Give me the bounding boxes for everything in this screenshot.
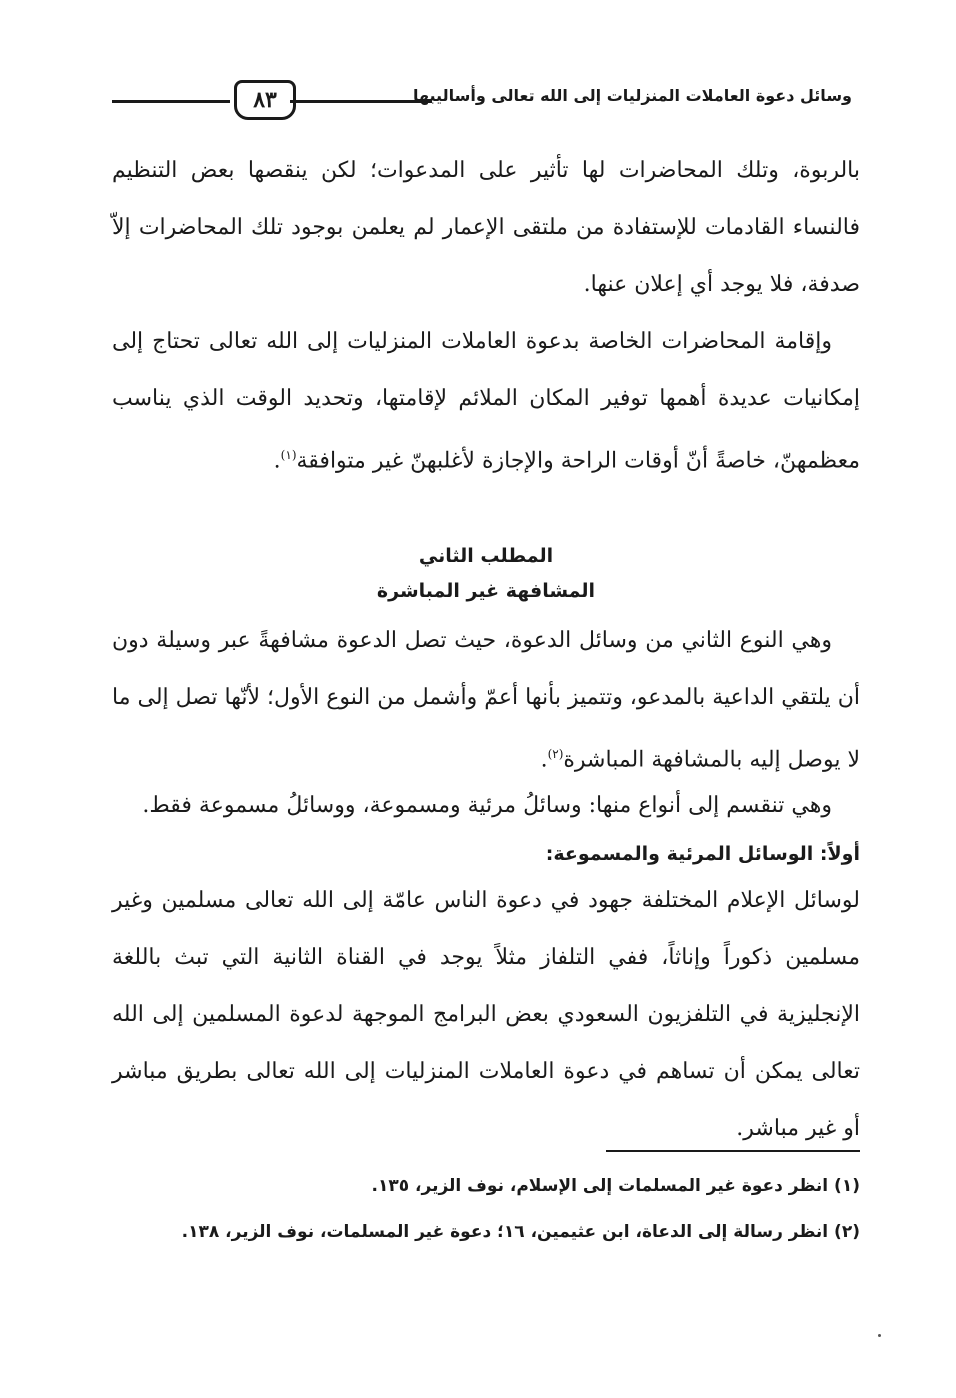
footnote-ref-1: (١): [280, 448, 297, 462]
page-number-frame: [234, 80, 296, 120]
header-rule-left: [112, 100, 230, 103]
paragraph-3-end: .: [540, 747, 548, 773]
paragraph-2-end: .: [273, 448, 281, 474]
paragraph-4: وهي تنقسم إلى أنواع منها: وسائلُ مرئية ومسموعة، ووسائلُ مسموعة فقط.: [142, 793, 832, 818]
footnote-ref-2: (٢): [547, 747, 564, 761]
page-number: ٨٣: [253, 87, 277, 113]
footnote-separator: [606, 1150, 860, 1152]
paragraph-1: بالربوة، وتلك المحاضرات لها تأثير على المدعوات؛ لكن ينقصها بعض التنظيم فالنساء القادمات للإستفادة من ملتقى الإعمار لم يعلمن بوجود تلك المحاضرات إلاّ صدفة، فلا يوجد أي إعلان عنها.: [112, 158, 860, 297]
section-subtitle: المشافهة غير المباشرة: [376, 580, 596, 602]
footnote-1: (١) انظر دعوة غير المسلمات إلى الإسلام، نوف الزير، ١٣٥.: [371, 1176, 860, 1196]
header-rule: [290, 100, 432, 103]
paragraph-2: [112, 313, 860, 489]
running-title: وسائل دعوة العاملات المنزليات إلى الله تعالى وأساليبها: [412, 86, 852, 105]
paragraph-3-text: وهي النوع الثاني من وسائل الدعوة، حيث تصل الدعوة مشافهةً عبر وسيلة دون أن يلتقي الداعية بالمدعو، وتتميز بأنها أعمّ وأشمل من النوع الأول؛ لأنّها تصل إلى ما لا يوصل إليه بالمشافهة المباشرة: [112, 628, 860, 773]
paragraph-3: [112, 612, 860, 788]
footnote-2: (٢) انظر رسالة إلى الدعاة، ابن عثيمين، ١٦؛ دعوة غير المسلمات، نوف الزير، ١٣٨.: [181, 1222, 860, 1242]
paragraph-5: لوسائل الإعلام المختلفة جهود في دعوة الناس عامّة إلى الله تعالى مسلمين وغير مسلمين ذكوراً وإناثاً، ففي التلفاز مثلاً يوجد في القناة الثانية التي تبث باللغة الإنجليزية في التلفزيون السعودي بعض البرامج الموجهة لدعوة المسلمين إلى الله تعالى يمكن أن تساهم في دعوة العاملات المنزليات إلى الله تعالى بطريق مباشر أو غير مباشر.: [112, 888, 860, 1141]
section-title: المطلب الثاني: [418, 545, 554, 567]
scan-speck: [878, 1334, 881, 1337]
page-header: [112, 76, 852, 126]
subheading: أولاً: الوسائل المرئية والمسموعة:: [545, 843, 860, 865]
paragraph-2-text: وإقامة المحاضرات الخاصة بدعوة العاملات المنزليات إلى الله تعالى تحتاج إلى إمكانيات عديدة أهمها توفير المكان الملائم لإقامتها، وتحديد الوقت الذي يناسب معظمهنّ، خاصةً أنّ أوقات الراحة والإجازة لأغلبهنّ غير متوافقة: [112, 329, 860, 474]
